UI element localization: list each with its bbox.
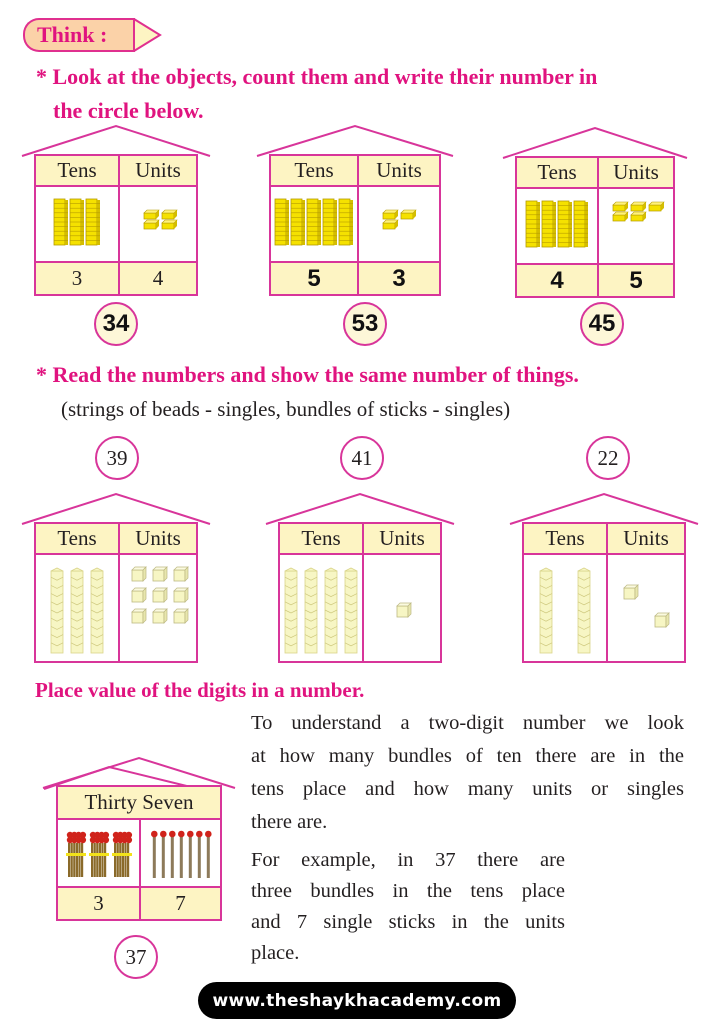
units-value: 3 [359,261,439,294]
paragraph1-line: at how many bundles of ten there are in the [251,745,684,767]
house-roof [501,126,689,160]
example-units-value: 7 [141,888,220,919]
header-tens: Tens [36,524,118,555]
arrow-right-icon [133,18,163,52]
number-circle-22: 22 [586,436,630,480]
paragraph2-line: place. [251,942,300,964]
house-roof [20,492,212,526]
paragraph1-line: tens place and how many units or singles [251,778,684,800]
header-tens: Tens [36,156,118,187]
paragraph2-line: three bundles in the tens place [251,880,565,902]
tens-blocks [280,557,362,661]
tens-blocks [271,189,357,259]
units-blocks [359,189,439,259]
header-units: Units [599,158,673,189]
section2-subheading: (strings of beads - singles, bundles of sticks - singles) [61,397,511,421]
units-blocks [608,557,684,661]
units-blocks [599,191,673,261]
place-value-house [278,522,442,663]
house-roof [255,124,455,158]
answer-circle: 34 [94,302,138,346]
header-tens: Tens [517,158,597,189]
tens-blocks [36,189,118,259]
place-value-house [269,154,441,296]
example-tens-value: 3 [58,888,139,919]
tens-blocks [517,191,597,261]
header-units: Units [608,524,684,555]
answer-circle: 45 [580,302,624,346]
house-roof [20,124,212,158]
tens-value: 3 [36,261,118,294]
house-box [34,154,198,296]
think-label [23,18,163,52]
section2-heading: * Read the numbers and show the same number of things. [36,362,579,387]
units-blocks [120,557,196,661]
example-house-box [56,785,222,921]
example-house-title: Thirty Seven [58,787,220,820]
header-units: Units [364,524,440,555]
units-blocks [120,189,196,259]
section1-heading-line2: the circle below. [53,98,204,123]
tens-blocks [524,557,606,661]
example-number-circle: 37 [114,935,158,979]
paragraph2-line: For example, in 37 there are [251,849,565,871]
think-label-text: Think : [37,22,108,47]
header-units: Units [120,524,196,555]
place-value-house [522,522,686,663]
place-value-house [34,154,198,296]
tens-value: 4 [517,263,597,296]
number-circle-41: 41 [340,436,384,480]
number-circle-39: 39 [95,436,139,480]
house-roof [508,492,700,526]
single-sticks [150,829,218,881]
paragraph1-line: there are. [251,811,328,833]
answer-circle: 53 [343,302,387,346]
section1-heading-line1: * Look at the objects, count them and write their number in [36,64,598,89]
house-roof [264,492,456,526]
place-value-house [34,522,198,663]
section3-heading: Place value of the digits in a number. [35,678,365,702]
section3-paragraph1 [251,707,684,839]
house-box [278,522,442,663]
header-tens: Tens [524,524,606,555]
tens-value: 5 [271,261,357,294]
units-blocks [364,557,440,661]
house-box [515,156,675,298]
house-box [522,522,686,663]
header-units: Units [359,156,439,187]
header-units: Units [120,156,196,187]
place-value-house [515,156,675,298]
header-tens: Tens [271,156,357,187]
footer-url-banner[interactable]: www.theshaykhacademy.com [198,982,516,1019]
units-value: 4 [120,261,196,294]
paragraph1-line: To understand a two-digit number we look [251,712,684,734]
house-box [269,154,441,296]
header-tens: Tens [280,524,362,555]
paragraph2-line: and 7 single sticks in the units [251,911,565,933]
tens-blocks [36,557,118,661]
units-value: 5 [599,263,673,296]
stick-bundles [64,827,136,879]
section3-paragraph2 [251,845,565,969]
think-label-body [23,18,135,52]
house-box [34,522,198,663]
